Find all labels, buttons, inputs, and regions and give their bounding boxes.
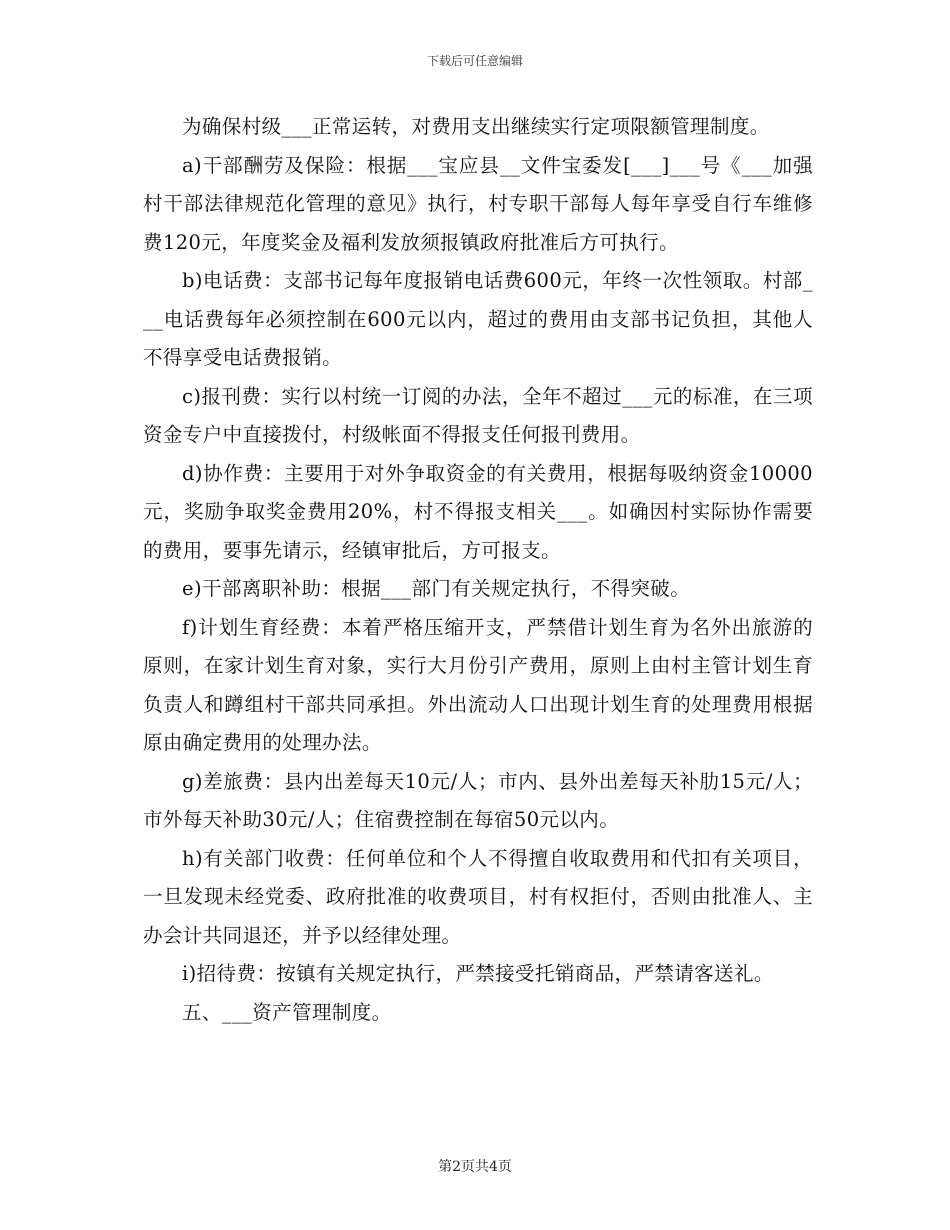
paragraph-b-phone-fee: b)电话费：支部书记每年度报销电话费600元，年终一次性领取。村部___电话费每年必须控制在600元以内，超过的费用由支部书记负担，其他人不得享受电话费报销。 — [143, 269, 813, 369]
paragraph-f-family-planning: f)计划生育经费：本着严格压缩开支，严禁借计划生育为名外出旅游的原则，在家计划生育对象，实行大月份引产费用，原则上由村主管计划生育负责人和蹲组村干部共同承担。外出流动人口出现计划生育的处理费用根据原由确定费用的处理办法。 — [143, 615, 813, 754]
section-heading-asset-management: 五、___资产管理制度。 — [182, 1000, 392, 1024]
page-header: 下载后可任意编辑 — [426, 54, 523, 68]
page-number: 第2页共4页 — [438, 1159, 512, 1175]
paragraph-g-travel-fee: g)差旅费：县内出差每天10元/人；市内、县外出差每天补肋15元/人；市外每天补助30元/人；住宿费控制在每宿50元以内。 — [143, 769, 813, 831]
paragraph-d-cooperation-fee: d)协作费：主要用于对外争取资金的有关费用，根据每吸纳资金10000元，奖励争取奖金费用20%，村不得报支相关___。如确因村实际协作需要的费用，要事先请示，经镇审批后，方可报支。 — [143, 461, 813, 562]
paragraph-e-resignation-subsidy: e)干部离职补助：根据___部门有关规定执行，不得突破。 — [182, 577, 691, 600]
paragraph-i-entertainment: i)招待费：按镇有关规定执行，严禁接受托销商品，严禁请客送礼。 — [182, 962, 774, 985]
document-body — [143, 108, 813, 1032]
paragraph-c-newspaper-fee: c)报刊费：实行以村统一订阅的办法，全年不超过___元的标准，在三项资金专户中直接拨付，村级帐面不得报支任何报刊费用。 — [143, 384, 813, 446]
paragraph-a-cadre-pay: a)干部酬劳及保险：根据___宝应县__文件宝委发[___]___号《___加强村干部法律规范化管理的意见》执行，村专职干部每人每年享受自行车维修费120元，年度奖金及福利发放须报镇政府批准后方可执行。 — [143, 153, 813, 254]
paragraph-intro: 为确保村级___正常运转，对费用支出继续实行定项限额管理制度。 — [182, 115, 770, 138]
paragraph-h-department-fees: h)有关部门收费：任何单位和个人不得擅自收取费用和代扣有关项目，一旦发现未经党委、政府批准的收费项目，村有权拒付，否则由批准人、主办会计共同退还，并予以经律处理。 — [143, 846, 813, 947]
